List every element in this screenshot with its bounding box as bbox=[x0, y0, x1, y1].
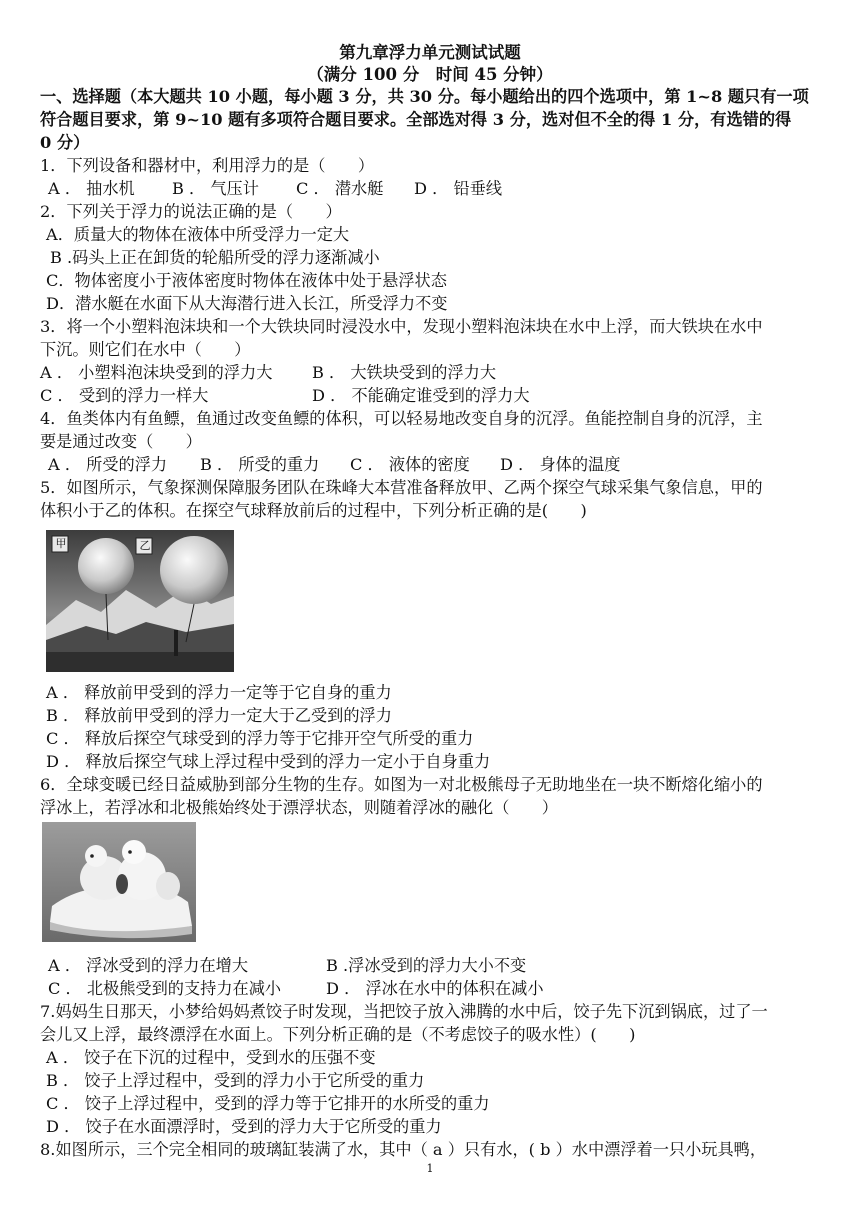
balloon-label-yi: 乙 bbox=[139, 539, 151, 552]
q1-option-c: C ． 潜水艇 bbox=[296, 179, 384, 198]
q3-option-c: C ． 受到的浮力一样大 bbox=[40, 386, 209, 405]
q7-option-c: C ． 饺子上浮过程中，受到的浮力等于它排开的水所受的重力 bbox=[46, 1094, 490, 1113]
balloon-jia bbox=[78, 538, 134, 594]
q6-option-d: D ． 浮冰在水中的体积在减小 bbox=[326, 979, 544, 998]
balloon-label-jia: 甲 bbox=[55, 537, 67, 550]
question-6-stem-line-1: 6．全球变暖已经日益威胁到部分生物的生存。如图为一对北极熊母子无助地坐在一块不断熔化缩小的 bbox=[40, 775, 763, 794]
q4-option-b: B ． 所受的重力 bbox=[200, 455, 320, 474]
polar-bear-photo-drawing bbox=[42, 822, 196, 942]
q7-option-d: D ． 饺子在水面漂浮时，受到的浮力大于它所受的重力 bbox=[46, 1117, 442, 1136]
question-3-options-row-2 bbox=[40, 385, 530, 407]
question-5-stem-line-1: 5．如图所示，气象探测保障服务团队在珠峰大本营准备释放甲、乙两个探空气球采集气象信息，甲的 bbox=[40, 478, 763, 497]
balloon-yi bbox=[160, 536, 228, 604]
q4-option-c: C ． 液体的密度 bbox=[350, 455, 470, 474]
q4-option-a: A ． 所受的浮力 bbox=[48, 455, 168, 474]
question-7-stem-line-1: 7.妈妈生日那天，小梦给妈妈煮饺子时发现，当把饺子放入沸腾的水中后，饺子先下沉到锅底，过了一 bbox=[40, 1002, 768, 1021]
q7-option-a: A ． 饺子在下沉的过程中，受到水的压强不变 bbox=[46, 1048, 376, 1067]
q3-option-d: D ． 不能确定谁受到的浮力大 bbox=[312, 386, 530, 405]
balloon-photo bbox=[46, 530, 234, 672]
q1-option-b: B ． 气压计 bbox=[172, 179, 259, 198]
section-instruction-line-3: 0 分） bbox=[40, 133, 90, 152]
section-instruction-line-2: 符合题目要求，第 9~10 题有多项符合题目要求。全部选对得 3 分，选对但不全的得 1 分，有选错的得 bbox=[40, 110, 792, 129]
question-3-stem-line-1: 3．将一个小塑料泡沫块和一个大铁块同时浸没水中，发现小塑料泡沫块在水中上浮，而大铁块在水中 bbox=[40, 317, 763, 336]
q2-option-a: A．质量大的物体在液体中所受浮力一定大 bbox=[46, 225, 350, 244]
page-subtitle: （满分 100 分 时间 45 分钟） bbox=[307, 65, 553, 84]
q6-option-c: C ． 北极熊受到的支持力在减小 bbox=[48, 979, 282, 998]
q2-option-b: B .码头上正在卸货的轮船所受的浮力逐渐减小 bbox=[50, 248, 380, 267]
q2-option-c: C．物体密度小于液体密度时物体在液体中处于悬浮状态 bbox=[46, 271, 447, 290]
q5-option-b: B ． 释放前甲受到的浮力一定大于乙受到的浮力 bbox=[46, 706, 392, 725]
question-6-options-row-1 bbox=[40, 955, 526, 977]
q5-option-c: C ． 释放后探空气球受到的浮力等于它排开空气所受的重力 bbox=[46, 729, 474, 748]
question-3-stem-line-2: 下沉。则它们在水中（ ） bbox=[40, 340, 251, 359]
question-6-stem-line-2: 浮冰上，若浮冰和北极熊始终处于漂浮状态，则随着浮冰的融化（ ） bbox=[40, 798, 558, 817]
section-instruction-line-1: 一、选择题（本大题共 10 小题，每小题 3 分，共 30 分。每小题给出的四个选项中，第 1~8 题只有一项 bbox=[40, 87, 809, 106]
q2-option-d: D．潜水艇在水面下从大海潜行进入长江，所受浮力不变 bbox=[46, 294, 448, 313]
q7-option-b: B ． 饺子上浮过程中，受到的浮力小于它所受的重力 bbox=[46, 1071, 425, 1090]
q6-option-a: A ． 浮冰受到的浮力在增大 bbox=[48, 956, 249, 975]
polar-bear-photo bbox=[42, 822, 196, 942]
page-number: 1 bbox=[426, 1162, 434, 1175]
question-6-options-row-2 bbox=[40, 978, 544, 1000]
question-1-options bbox=[40, 178, 502, 200]
q5-option-d: D ． 释放后探空气球上浮过程中受到的浮力一定小于自身重力 bbox=[46, 752, 491, 771]
q3-option-b: B ． 大铁块受到的浮力大 bbox=[312, 363, 497, 382]
question-1-stem: 1．下列设备和器材中，利用浮力的是（ ） bbox=[40, 156, 375, 175]
question-4-options bbox=[40, 454, 620, 476]
question-8-stem-line-1: 8.如图所示，三个完全相同的玻璃缸装满了水，其中（ a ）只有水，( b ）水中漂浮着一只小玩具鸭， bbox=[40, 1140, 767, 1159]
q4-option-d: D ． 身体的温度 bbox=[500, 455, 621, 474]
q3-option-a: A ． 小塑料泡沫块受到的浮力大 bbox=[40, 363, 273, 382]
q6-option-b: B .浮冰受到的浮力大小不变 bbox=[326, 956, 527, 975]
question-4-stem-line-1: 4．鱼类体内有鱼鳔，鱼通过改变鱼鳔的体积，可以轻易地改变自身的沉浮。鱼能控制自身的沉浮，主 bbox=[40, 409, 763, 428]
q5-option-a: A ． 释放前甲受到的浮力一定等于它自身的重力 bbox=[46, 683, 392, 702]
question-3-options-row-1 bbox=[40, 362, 496, 384]
q1-option-a: A ． 抽水机 bbox=[48, 179, 135, 198]
question-2-stem: 2．下列关于浮力的说法正确的是（ ） bbox=[40, 202, 342, 221]
question-5-stem-line-2: 体积小于乙的体积。在探空气球释放前后的过程中，下列分析正确的是( ) bbox=[40, 501, 587, 520]
q1-option-d: D ． 铅垂线 bbox=[414, 179, 503, 198]
page-title: 第九章浮力单元测试试题 bbox=[339, 43, 521, 62]
question-4-stem-line-2: 要是通过改变（ ） bbox=[40, 432, 202, 451]
question-7-stem-line-2: 会儿又上浮，最终漂浮在水面上。下列分析正确的是（不考虑饺子的吸水性）( ) bbox=[40, 1025, 636, 1044]
